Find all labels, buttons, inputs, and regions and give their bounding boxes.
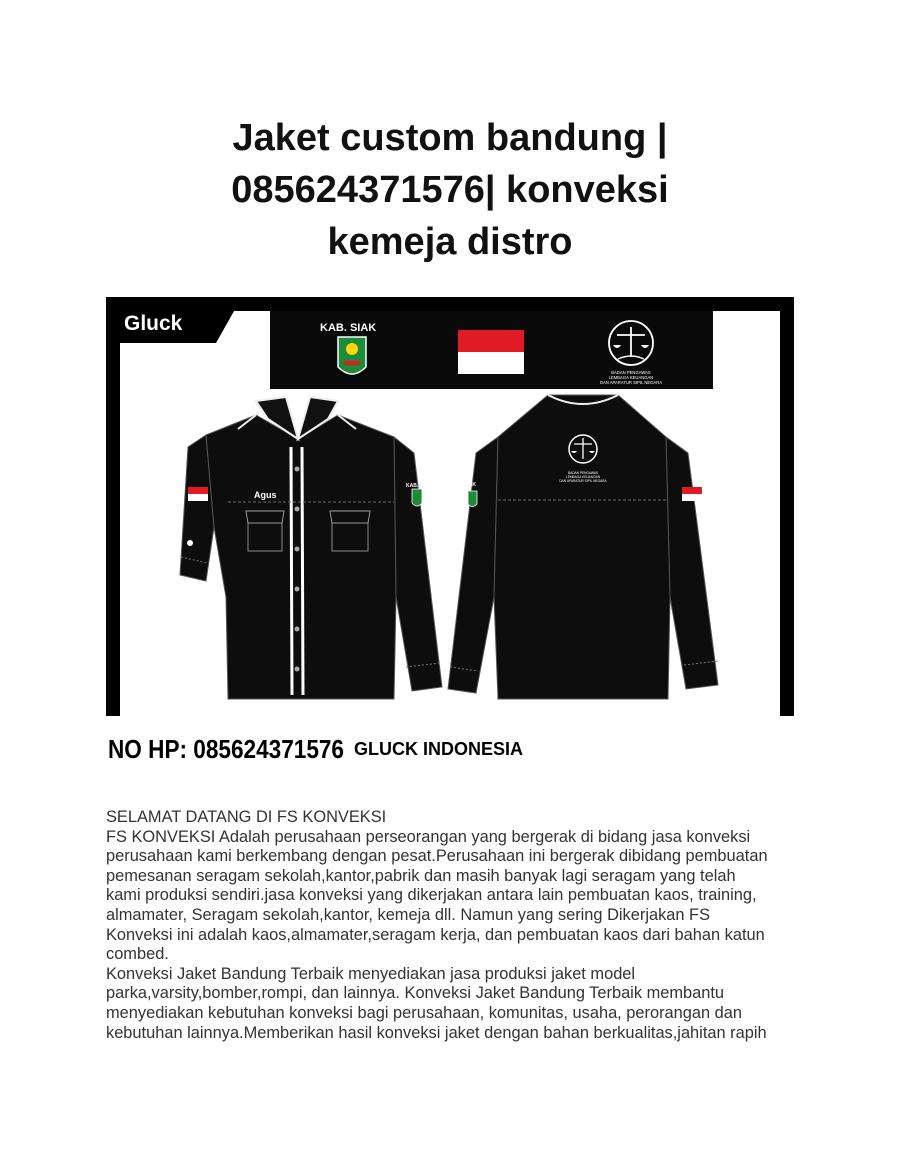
- text-line: kami produksi sendiri.jasa konveksi yang dikerjakan antara lain pembuatan kaos, training,: [106, 886, 757, 905]
- text-line: perusahaan kami berkembang dengan pesat.Perusahaan ini bergerak dibidang pembuatan: [106, 847, 768, 866]
- footer-phone: NO HP: 085624371576: [108, 734, 344, 764]
- back-caption-line: BADAN PENGAWAS: [567, 471, 599, 475]
- regency-emblem-icon: [338, 337, 366, 374]
- back-caption-line: DAN APARATUR SIPIL NEGARA: [559, 479, 607, 483]
- title-line: Jaket custom bandung |: [232, 117, 668, 159]
- brand-tag: Gluck: [124, 312, 183, 335]
- section-heading: SELAMAT DATANG DI FS KONVEKSI: [106, 808, 387, 826]
- text-line: Konveksi Jaket Bandung Terbaik menyediakan jasa produksi jaket model: [106, 964, 636, 983]
- flag-icon: [458, 330, 524, 374]
- text-line: Konveksi ini adalah kaos,almamater,seragam kerja, dan pembuatan kaos dari bahan katun: [106, 925, 765, 944]
- article-body: [106, 808, 796, 1043]
- name-tag: Agus: [254, 490, 277, 500]
- sleeve-label-left: KAB.: [406, 483, 419, 489]
- text-line: combed.: [106, 945, 169, 964]
- agency-caption-line: LEMBAGA KEUANGAN: [608, 375, 654, 380]
- text-line: parka,varsity,bomber,rompi, dan lainnya. Konveksi Jaket Bandung Terbaik membantu: [106, 984, 725, 1003]
- sleeve-label-right: SIAK: [464, 482, 476, 488]
- footer-company: GLUCK INDONESIA: [354, 739, 524, 759]
- text-line: kebutuhan lainnya.Memberikan hasil konveksi jaket dengan bahan berkualitas,jahitan rapih: [106, 1023, 767, 1042]
- title-line: kemeja distro: [327, 221, 573, 263]
- title-line: 085624371576| konveksi: [231, 169, 669, 211]
- banner-region-label: KAB. SIAK: [320, 322, 377, 334]
- text-line: menyediakan kebutuhan konveksi bagi perusahaan, komunitas, usaha, perorangan dan: [106, 1003, 743, 1022]
- back-caption-line: LEMBAGA KEUANGAN: [565, 475, 601, 479]
- text-line: almamater, Seragam sekolah,kantor, kemeja dll. Namun yang sering Dikerjakan FS: [106, 905, 711, 924]
- agency-caption-line: DAN APARATUR SIPIL NEGARA: [599, 380, 663, 385]
- text-line: pemesanan seragam sekolah,kantor,pabrik dan masih banyak lagi seragam yang telah: [106, 866, 736, 885]
- text-line: FS KONVEKSI Adalah perusahaan perseorangan yang bergerak di bidang jasa konveksi: [106, 827, 751, 846]
- product-mockup-image: [106, 297, 794, 764]
- agency-caption-line: BADAN PENGAWAS: [611, 370, 651, 375]
- page-title: [150, 112, 750, 268]
